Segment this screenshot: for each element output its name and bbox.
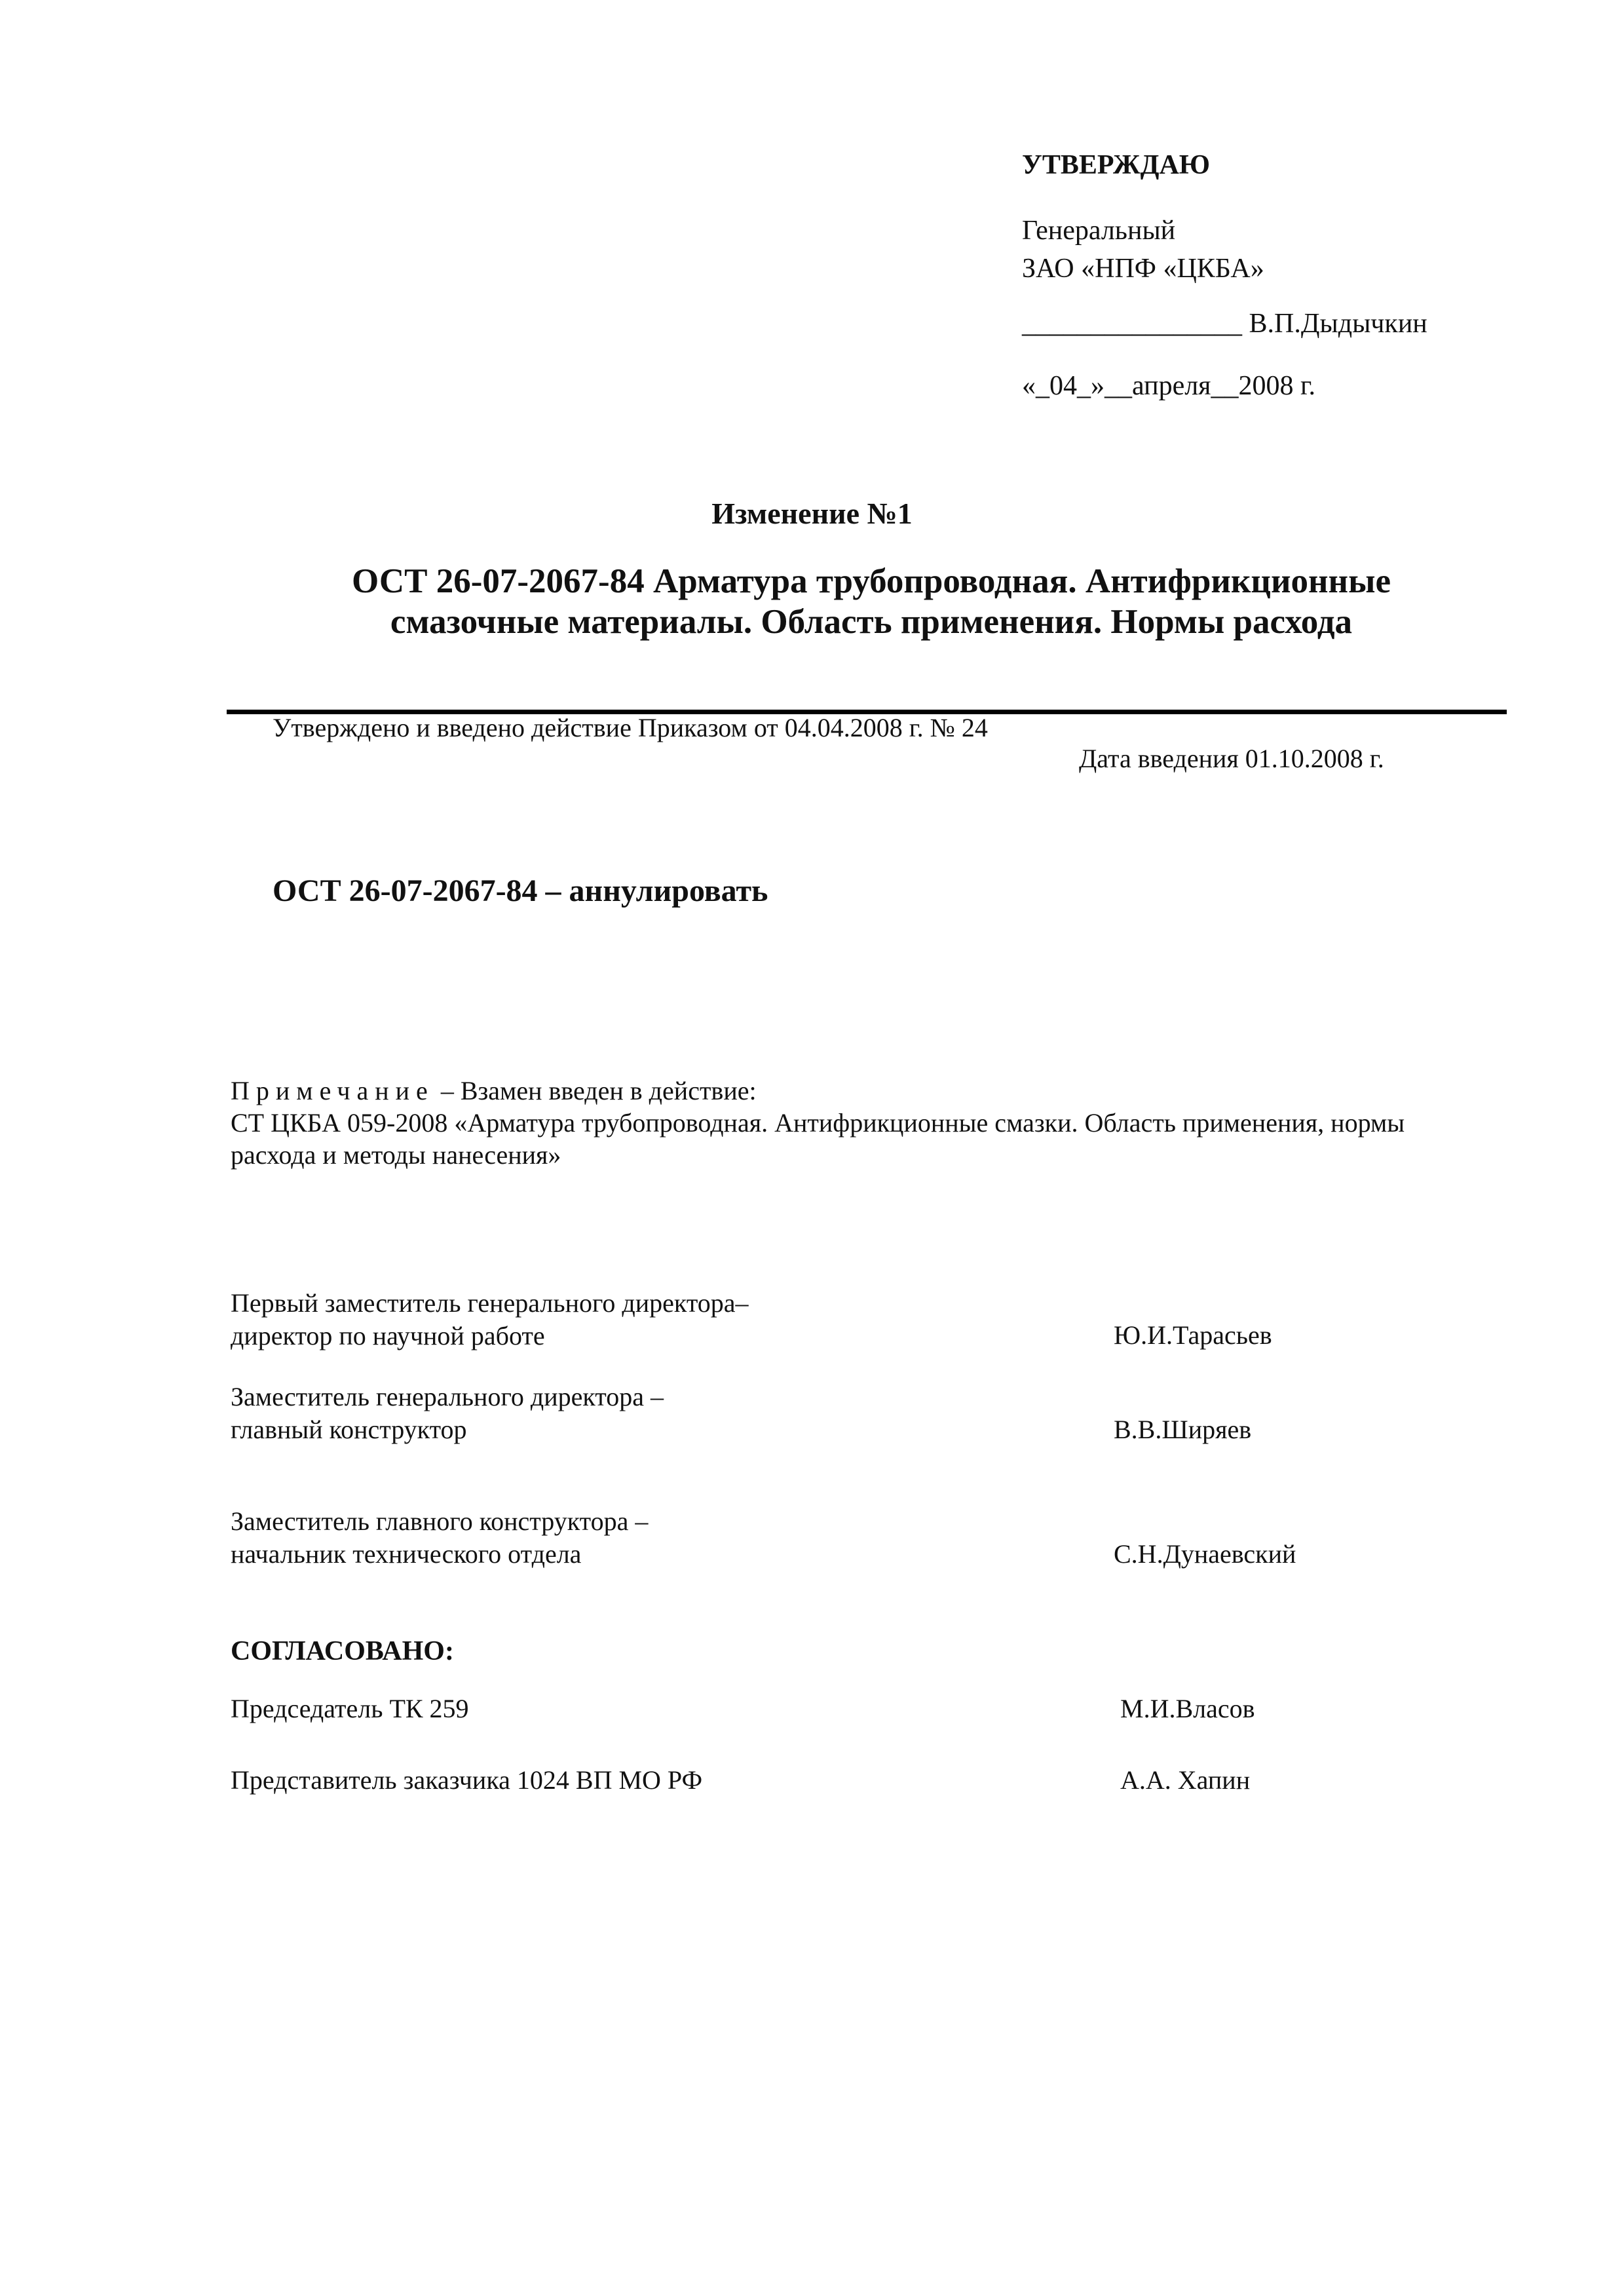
approval-signature-line: ________________ В.П.Дыдычкин	[1022, 309, 1427, 339]
signature-title-line2: директор по научной работе	[231, 1321, 545, 1350]
signature-name: В.В.Ширяев	[1114, 1415, 1252, 1444]
approval-position-line2: ЗАО «НПФ «ЦКБА»	[1022, 254, 1264, 284]
note-line1	[231, 1075, 1515, 1107]
approval-position	[1022, 212, 1264, 288]
signature-title	[231, 1505, 648, 1571]
approval-heading: УТВЕРЖДАЮ	[1022, 150, 1211, 180]
signature-title-line1: Заместитель генерального директора –	[231, 1382, 664, 1411]
agreed-title: Председатель ТК 259	[231, 1694, 469, 1723]
note-label: Примечание	[231, 1076, 434, 1105]
signature-title	[231, 1287, 749, 1352]
document-title-line1: ОСТ 26-07-2067-84 Арматура трубопроводная. Антифрикционные	[352, 562, 1391, 600]
signature-title-line2: начальник технического отдела	[231, 1539, 582, 1569]
approval-date: «_04_»__апреля__2008 г.	[1022, 371, 1315, 401]
signature-title-line1: Первый заместитель генерального директора–	[231, 1288, 749, 1318]
note-text-line2: СТ ЦКБА 059-2008 «Арматура трубопроводная. Антифрикционные смазки. Область применения, нормы	[231, 1108, 1405, 1138]
agreed-title: Представитель заказчика 1024 ВП МО РФ	[231, 1765, 703, 1795]
note-text-line3: расхода и методы нанесения»	[231, 1140, 561, 1170]
approval-position-line1: Генеральный	[1022, 216, 1176, 246]
signature-title-line1: Заместитель главного конструктора –	[231, 1506, 649, 1536]
approved-order-text: Утверждено и введено действие Приказом от 04.04.2008 г. № 24	[273, 713, 988, 742]
signature-name: С.Н.Дунаевский	[1114, 1539, 1296, 1569]
annul-statement: ОСТ 26-07-2067-84 – аннулировать	[273, 873, 768, 908]
note-text-line1: – Взамен введен в действие:	[434, 1076, 757, 1105]
signature-title-line2: главный конструктор	[231, 1415, 467, 1444]
agreed-heading: СОГЛАСОВАНО:	[231, 1636, 454, 1666]
agreed-name: А.А. Хапин	[1120, 1765, 1251, 1795]
signature-name: Ю.И.Тарасьев	[1114, 1320, 1272, 1350]
introduction-date: Дата введения 01.10.2008 г.	[1079, 744, 1384, 773]
document-title-line2: смазочные материалы. Область применения. Нормы расхода	[390, 603, 1353, 641]
document-title	[0, 561, 1624, 642]
signature-title	[231, 1381, 664, 1446]
agreed-name: М.И.Власов	[1120, 1694, 1255, 1723]
change-title: Изменение №1	[711, 497, 913, 530]
note-block	[231, 1075, 1515, 1171]
